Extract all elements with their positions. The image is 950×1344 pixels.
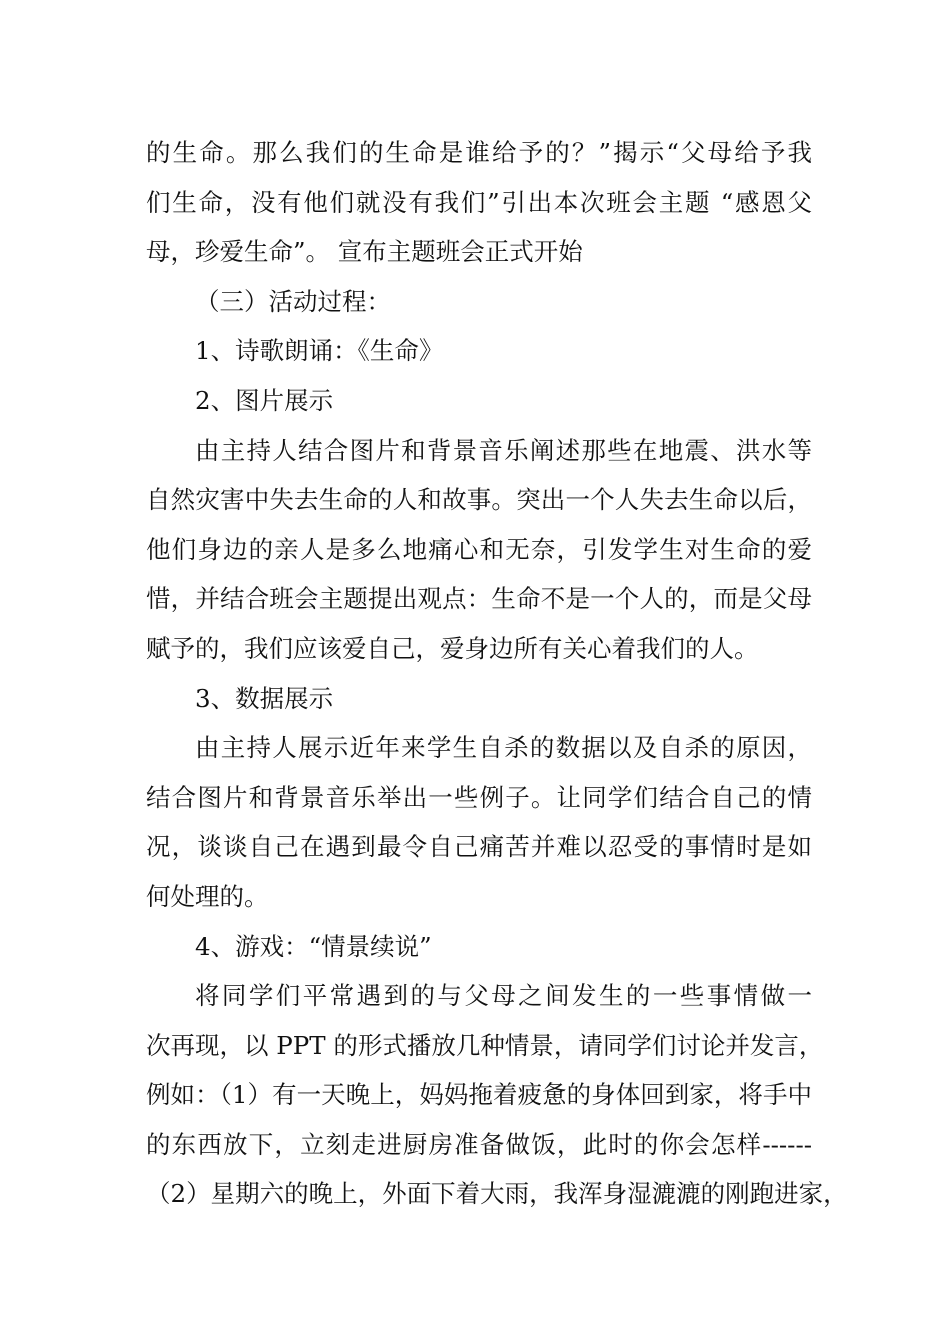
text-line: 们生命，没有他们就没有我们”引出本次班会主题 “感恩父 xyxy=(146,187,812,217)
text-line: 惜，并结合班会主题提出观点：生命不是一个人的，而是父母 xyxy=(146,584,812,614)
text-line: （2）星期六的晚上，外面下着大雨，我浑身湿漉漉的刚跑进家， xyxy=(146,1179,848,1209)
text-line: 的生命。那么我们的生命是谁给予的？”揭示“父母给予我 xyxy=(146,138,812,167)
text-line: 自然灾害中失去生命的人和故事。突出一个人失去生命以后， xyxy=(146,485,812,515)
text-line: 赋予的，我们应该爱自己，爱身边所有关心着我们的人。 xyxy=(146,633,759,663)
text-line: 况，谈谈自己在遇到最令自己痛苦并难以忍受的事情时是如 xyxy=(146,832,812,862)
text-line: 结合图片和背景音乐举出一些例子。让同学们结合自己的情 xyxy=(146,782,812,812)
text-line: 的东西放下，立刻走进厨房准备做饭，此时的你会怎样------ xyxy=(146,1129,812,1159)
item-heading-picture-display: 2、图片展示 xyxy=(195,385,334,415)
item-heading-data-display: 3、数据展示 xyxy=(195,683,334,713)
item-heading-poetry-recital: 1、诗歌朗诵：《生命》 xyxy=(195,336,444,366)
text-line: 次再现，以 PPT 的形式播放几种情景，请同学们讨论并发言， xyxy=(146,1030,824,1060)
text-line: 由主持人展示近年来学生自杀的数据以及自杀的原因， xyxy=(195,733,812,763)
text-line: 由主持人结合图片和背景音乐阐述那些在地震、洪水等 xyxy=(195,435,812,465)
text-line: 母，珍爱生命”。 宣布主题班会正式开始 xyxy=(146,237,583,267)
text-line: 例如：（1）有一天晚上，妈妈拖着疲惫的身体回到家，将手中 xyxy=(146,1080,812,1110)
text-line: 何处理的。 xyxy=(146,881,269,911)
body-text xyxy=(146,128,848,1219)
item-heading-game: 4、游戏：“情景续说” xyxy=(195,931,432,961)
section-heading-activity-process: （三）活动过程： xyxy=(195,286,391,316)
text-line: 他们身边的亲人是多么地痛心和无奈，引发学生对生命的爱 xyxy=(146,534,812,564)
text-line: 将同学们平常遇到的与父母之间发生的一些事情做一 xyxy=(195,981,812,1011)
